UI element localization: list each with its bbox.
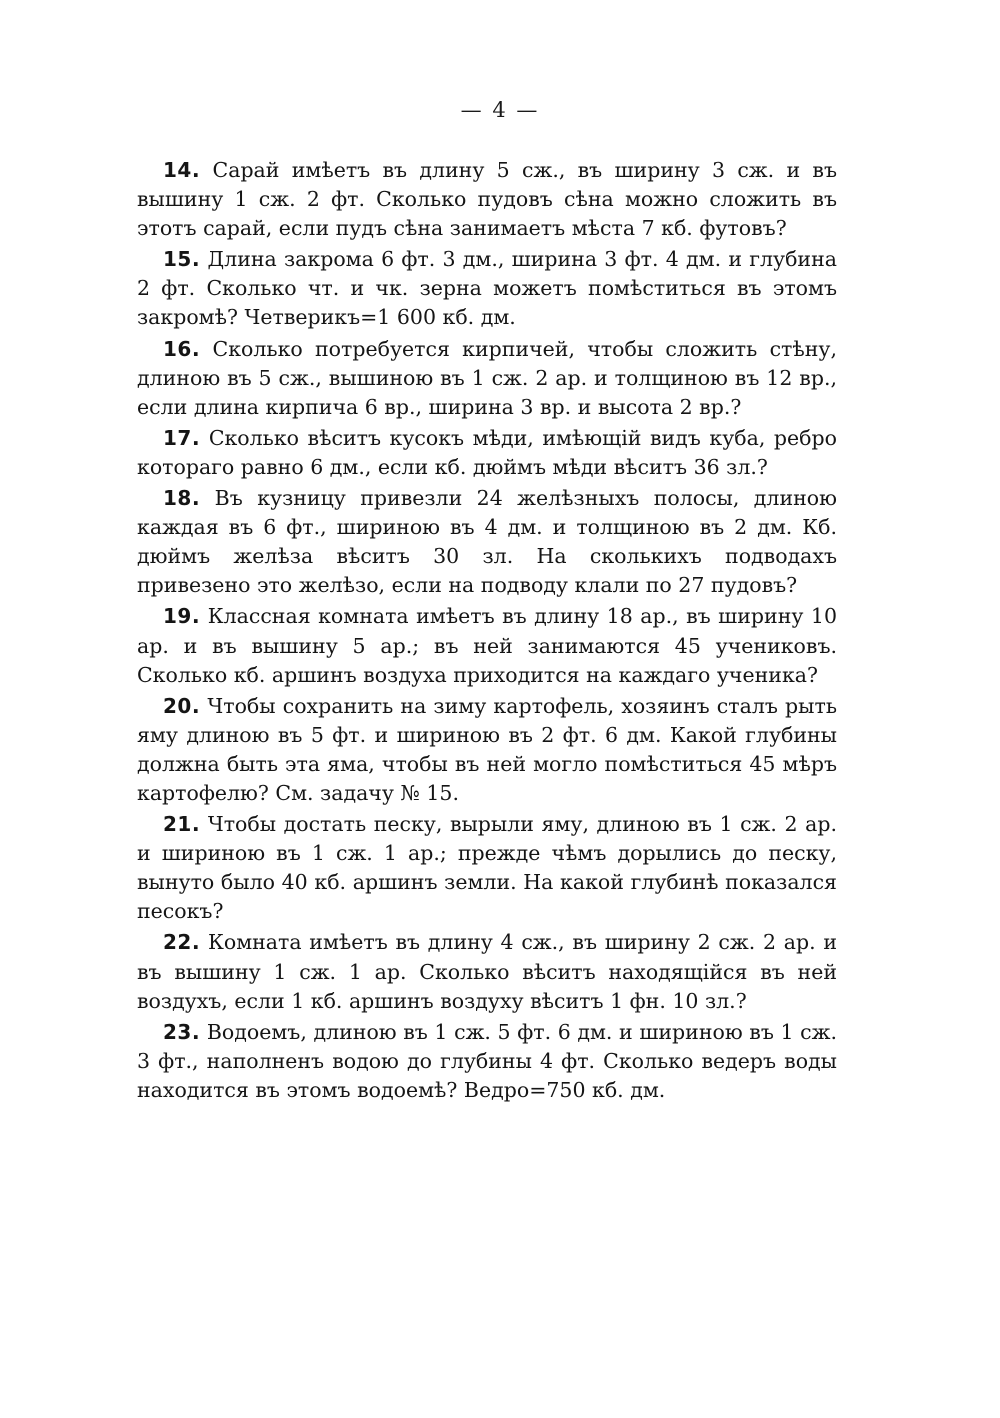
problem-text: Сарай имѣетъ въ длину 5 сж., въ ширину 3 сж. и въ вышину 1 сж. 2 фт. Сколько пудовъ сѣна можно сложить въ этотъ сарай, если пудъ сѣна занимаетъ мѣста 7 кб. футовъ? xyxy=(137,158,837,241)
problem-number: 14 xyxy=(163,158,192,182)
problem-number: 18 xyxy=(163,486,192,511)
problem-18: 18. Въ кузницу привезли 24 желѣзныхъ полосы, длиною каждая въ 6 фт., шириною въ 4 дм. и толщиною въ 2 дм. Кб. дюймъ желѣза вѣситъ 30 зл. На сколькихъ подводахъ привезено это желѣзо, если на подводу клали по 27 пудовъ? xyxy=(137,486,837,598)
problem-number: 23 xyxy=(163,1019,192,1044)
problem-text: Въ кузницу привезли 24 желѣзныхъ полосы, длиною каждая въ 6 фт., шириною въ 4 дм. и толщиною въ 2 дм. Кб. дюймъ желѣза вѣситъ 30 зл. На сколькихъ подводахъ привезено это желѣзо, если на подводу клали по 27 пудовъ? xyxy=(137,486,837,598)
page-number: — 4 — xyxy=(460,98,540,122)
problem-number: 22 xyxy=(163,930,192,955)
problem-list xyxy=(137,156,837,1107)
problem-number: 15 xyxy=(163,247,192,272)
problem-14: 14. Сарай имѣетъ въ длину 5 сж., въ ширину 3 сж. и въ вышину 1 сж. 2 фт. Сколько пудовъ сѣна можно сложить въ этотъ сарай, если пудъ сѣна занимаетъ мѣста 7 кб. футовъ? xyxy=(137,158,837,241)
problem-text: Чтобы достать песку, вырыли яму, длиною въ 1 сж. 2 ар. и шириною въ 1 сж. 1 ар.; прежде чѣмъ дорылись до песку, вынуто было 40 кб. аршинъ земли. На какой глубинѣ показался песокъ? xyxy=(137,812,837,924)
problem-20: 20. Чтобы сохранить на зиму картофель, хозяинъ сталъ рыть яму длиною въ 5 фт. и шириною въ 2 фт. 6 дм. Какой глубины должна быть эта яма, чтобы въ ней могло помѣститься 45 мѣръ картофелю? См. задачу № 15. xyxy=(137,693,837,805)
problem-number: 21 xyxy=(163,812,192,837)
problem-number: 16 xyxy=(163,336,192,361)
problem-23: 23. Водоемъ, длиною въ 1 сж. 5 фт. 6 дм. и шириною въ 1 сж. 3 фт., наполненъ водою до глубины 4 фт. Сколько ведеръ воды находится въ этомъ водоемѣ? Ведро=750 кб. дм. xyxy=(137,1019,837,1102)
problem-text: Водоемъ, длиною въ 1 сж. 5 фт. 6 дм. и шириною въ 1 сж. 3 фт., наполненъ водою до глубины 4 фт. Сколько ведеръ воды находится въ этомъ водоемѣ? Ведро=750 кб. дм. xyxy=(137,1019,837,1102)
problem-text: Классная комната имѣетъ въ длину 18 ар., въ ширину 10 ар. и въ вышину 5 ар.; въ ней занимаются 45 учениковъ. Сколько кб. аршинъ воздуха приходится на каждаго ученика? xyxy=(137,604,837,687)
problem-21: 21. Чтобы достать песку, вырыли яму, длиною въ 1 сж. 2 ар. и шириною въ 1 сж. 1 ар.; прежде чѣмъ дорылись до песку, вынуто было 40 кб. аршинъ земли. На какой глубинѣ показался песокъ? xyxy=(137,812,837,924)
problem-text: Чтобы сохранить на зиму картофель, хозяинъ сталъ рыть яму длиною въ 5 фт. и шириною въ 2 фт. 6 дм. Какой глубины должна быть эта яма, чтобы въ ней могло помѣститься 45 мѣръ картофелю? См. задачу № 15. xyxy=(137,693,837,805)
problem-text: Длина закрома 6 фт. 3 дм., ширина 3 фт. 4 дм. и глубина 2 фт. Сколько чт. и чк. зерна можетъ помѣститься въ этомъ закромѣ? Четверикъ=1 600 кб. дм. xyxy=(137,247,837,330)
problem-text: Сколько потребуется кирпичей, чтобы сложить стѣну, длиною въ 5 сж., вышиною въ 1 сж. 2 ар. и толщиною въ 12 вр., если длина кирпича 6 вр., ширина 3 вр. и высота 2 вр.? xyxy=(137,336,837,419)
problem-16: 16. Сколько потребуется кирпичей, чтобы сложить стѣну, длиною въ 5 сж., вышиною въ 1 сж. 2 ар. и толщиною въ 12 вр., если длина кирпича 6 вр., ширина 3 вр. и высота 2 вр.? xyxy=(137,336,837,419)
problem-text: Сколько вѣситъ кусокъ мѣди, имѣющій видъ куба, ребро котораго равно 6 дм., если кб. дюймъ мѣди вѣситъ 36 зл.? xyxy=(137,425,837,479)
problem-22: 22. Комната имѣетъ въ длину 4 сж., въ ширину 2 сж. 2 ар. и въ вышину 1 сж. 1 ар. Сколько вѣситъ находящійся въ ней воздухъ, если 1 кб. аршинъ воздуху вѣситъ 1 фн. 10 зл.? xyxy=(137,930,837,1013)
problem-17: 17. Сколько вѣситъ кусокъ мѣди, имѣющій видъ куба, ребро котораго равно 6 дм., если кб. дюймъ мѣди вѣситъ 36 зл.? xyxy=(137,425,837,479)
problem-15: 15. Длина закрома 6 фт. 3 дм., ширина 3 фт. 4 дм. и глубина 2 фт. Сколько чт. и чк. зерна можетъ помѣститься въ этомъ закромѣ? Четверикъ=1 600 кб. дм. xyxy=(137,247,837,330)
problem-number: 19 xyxy=(163,604,192,629)
problem-number: 17 xyxy=(163,425,192,450)
problem-19: 19. Классная комната имѣетъ въ длину 18 ар., въ ширину 10 ар. и въ вышину 5 ар.; въ ней занимаются 45 учениковъ. Сколько кб. аршинъ воздуха приходится на каждаго ученика? xyxy=(137,604,837,687)
problem-number: 20 xyxy=(163,693,192,718)
problem-text: Комната имѣетъ въ длину 4 сж., въ ширину 2 сж. 2 ар. и въ вышину 1 сж. 1 ар. Сколько вѣситъ находящійся въ ней воздухъ, если 1 кб. аршинъ воздуху вѣситъ 1 фн. 10 зл.? xyxy=(137,930,837,1013)
